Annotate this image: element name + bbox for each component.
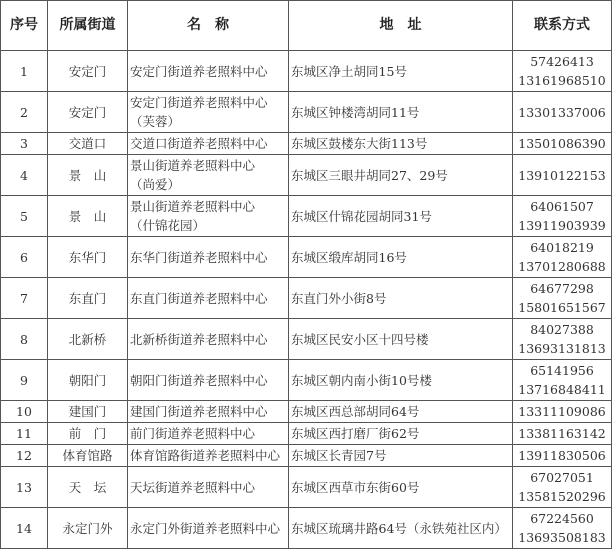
row-street: 交道口: [48, 133, 128, 155]
phone-number: 65141956: [530, 363, 594, 378]
center-name-line: 安定门街道养老照料中心: [130, 63, 268, 79]
row-center-name: [128, 445, 289, 467]
row-contact: [513, 508, 612, 549]
header-number: 序号: [1, 1, 48, 51]
row-contact: [513, 423, 612, 445]
row-street: 前 门: [48, 423, 128, 445]
header-address: 地 址: [289, 1, 513, 51]
row-address: 东城区西总部胡同64号: [289, 401, 513, 423]
row-address: 东直门外小街8号: [289, 278, 513, 319]
phone-number: 67224560: [530, 511, 594, 526]
phone-number: 67027051: [530, 470, 594, 485]
row-street: 景 山: [48, 196, 128, 237]
row-contact: [513, 467, 612, 508]
phone-number: 13301337006: [518, 104, 606, 120]
row-center-name: [128, 467, 289, 508]
table-row: [1, 445, 612, 467]
table-body: [1, 51, 612, 549]
center-name-line: 交道口街道养老照料中心: [130, 135, 268, 151]
table-row: [1, 319, 612, 360]
table-row: [1, 467, 612, 508]
row-center-name: [128, 133, 289, 155]
row-contact: [513, 92, 612, 133]
row-number: 6: [1, 237, 48, 278]
center-name-line: 景山街道养老照料中心: [130, 199, 256, 214]
row-center-name: [128, 319, 289, 360]
row-address: 东城区净土胡同15号: [289, 51, 513, 92]
phone-number: 13581520296: [518, 489, 606, 504]
row-number: 2: [1, 92, 48, 133]
row-street: 安定门: [48, 92, 128, 133]
center-name-line: 体育馆路街道养老照料中心: [130, 447, 281, 463]
row-number: 12: [1, 445, 48, 467]
row-contact: [513, 155, 612, 196]
table-row: [1, 278, 612, 319]
center-name-line: 建国门街道养老照料中心: [130, 403, 268, 419]
row-center-name: [128, 360, 289, 401]
row-street: 朝阳门: [48, 360, 128, 401]
header-name: 名 称: [128, 1, 289, 51]
phone-number: 13911903939: [518, 218, 606, 233]
row-address: 东城区西打磨厂街62号: [289, 423, 513, 445]
table-row: [1, 401, 612, 423]
phone-number: 13501086390: [518, 135, 606, 151]
row-address: 东城区缎库胡同16号: [289, 237, 513, 278]
row-contact: [513, 360, 612, 401]
phone-number: 13311109086: [518, 403, 606, 419]
phone-number: 13693508183: [518, 530, 606, 545]
center-name-line: 朝阳门街道养老照料中心: [130, 372, 268, 388]
center-name-line: 永定门外街道养老照料中心: [130, 520, 281, 536]
center-name-line: 东华门街道养老照料中心: [130, 249, 268, 265]
row-address: 东城区西草市东街60号: [289, 467, 513, 508]
row-contact: [513, 237, 612, 278]
row-number: 8: [1, 319, 48, 360]
table-row: [1, 133, 612, 155]
row-number: 7: [1, 278, 48, 319]
row-contact: [513, 51, 612, 92]
table-row: [1, 155, 612, 196]
row-address: 东城区长青园7号: [289, 445, 513, 467]
row-number: 10: [1, 401, 48, 423]
table-row: [1, 196, 612, 237]
row-contact: [513, 401, 612, 423]
row-center-name: [128, 237, 289, 278]
row-street: 景 山: [48, 155, 128, 196]
row-street: 体育馆路: [48, 445, 128, 467]
row-contact: [513, 278, 612, 319]
row-center-name: [128, 196, 289, 237]
row-center-name: [128, 92, 289, 133]
phone-number: 64061507: [530, 199, 594, 214]
center-name-line: 天坛街道养老照料中心: [130, 479, 256, 495]
row-contact: [513, 133, 612, 155]
phone-number: 15801651567: [518, 300, 606, 315]
phone-number: 13911830506: [518, 447, 606, 463]
table-row: [1, 508, 612, 549]
row-address: 东城区琉璃井路64号（永铁苑社区内）: [289, 508, 513, 549]
row-center-name: [128, 155, 289, 196]
row-center-name: [128, 51, 289, 92]
row-address: 东城区什锦花园胡同31号: [289, 196, 513, 237]
row-number: 1: [1, 51, 48, 92]
phone-number: 13693131813: [518, 341, 606, 356]
phone-number: 57426413: [530, 54, 594, 69]
header-street: 所属街道: [48, 1, 128, 51]
phone-number: 13381163142: [518, 425, 606, 441]
table-row: [1, 237, 612, 278]
row-number: 3: [1, 133, 48, 155]
row-address: 东城区钟楼湾胡同11号: [289, 92, 513, 133]
row-contact: [513, 319, 612, 360]
row-center-name: [128, 423, 289, 445]
phone-number: 13716848411: [518, 382, 606, 397]
row-street: 东华门: [48, 237, 128, 278]
table-row: [1, 92, 612, 133]
row-center-name: [128, 508, 289, 549]
center-name-line: 前门街道养老照料中心: [130, 425, 256, 441]
table-row: [1, 360, 612, 401]
phone-number: 64677298: [530, 281, 594, 296]
center-name-line: 北新桥街道养老照料中心: [130, 331, 268, 347]
phone-number: 13161968510: [518, 73, 606, 88]
header-contact: 联系方式: [513, 1, 612, 51]
center-name-line: 安定门街道养老照料中心: [130, 95, 268, 110]
table-header-row: [1, 1, 612, 51]
center-name-suffix: （芙蓉）: [130, 114, 181, 129]
row-number: 11: [1, 423, 48, 445]
row-street: 北新桥: [48, 319, 128, 360]
row-address: 东城区鼓楼东大街113号: [289, 133, 513, 155]
table-row: [1, 423, 612, 445]
center-name-line: 东直门街道养老照料中心: [130, 290, 268, 306]
row-number: 5: [1, 196, 48, 237]
phone-number: 84027388: [530, 322, 594, 337]
row-street: 建国门: [48, 401, 128, 423]
row-number: 13: [1, 467, 48, 508]
phone-number: 13701280688: [518, 259, 606, 274]
row-street: 天 坛: [48, 467, 128, 508]
row-center-name: [128, 401, 289, 423]
phone-number: 64018219: [530, 240, 594, 255]
phone-number: 13910122153: [518, 167, 606, 183]
row-number: 14: [1, 508, 48, 549]
center-name-suffix: （尚爱）: [130, 177, 181, 192]
row-address: 东城区三眼井胡同27、29号: [289, 155, 513, 196]
row-contact: [513, 445, 612, 467]
row-street: 永定门外: [48, 508, 128, 549]
row-number: 9: [1, 360, 48, 401]
row-center-name: [128, 278, 289, 319]
table-row: [1, 51, 612, 92]
row-street: 安定门: [48, 51, 128, 92]
center-name-line: 景山街道养老照料中心: [130, 158, 256, 173]
row-street: 东直门: [48, 278, 128, 319]
row-number: 4: [1, 155, 48, 196]
row-address: 东城区朝内南小街10号楼: [289, 360, 513, 401]
row-address: 东城区民安小区十四号楼: [289, 319, 513, 360]
row-contact: [513, 196, 612, 237]
center-name-suffix: （什锦花园）: [130, 218, 206, 233]
